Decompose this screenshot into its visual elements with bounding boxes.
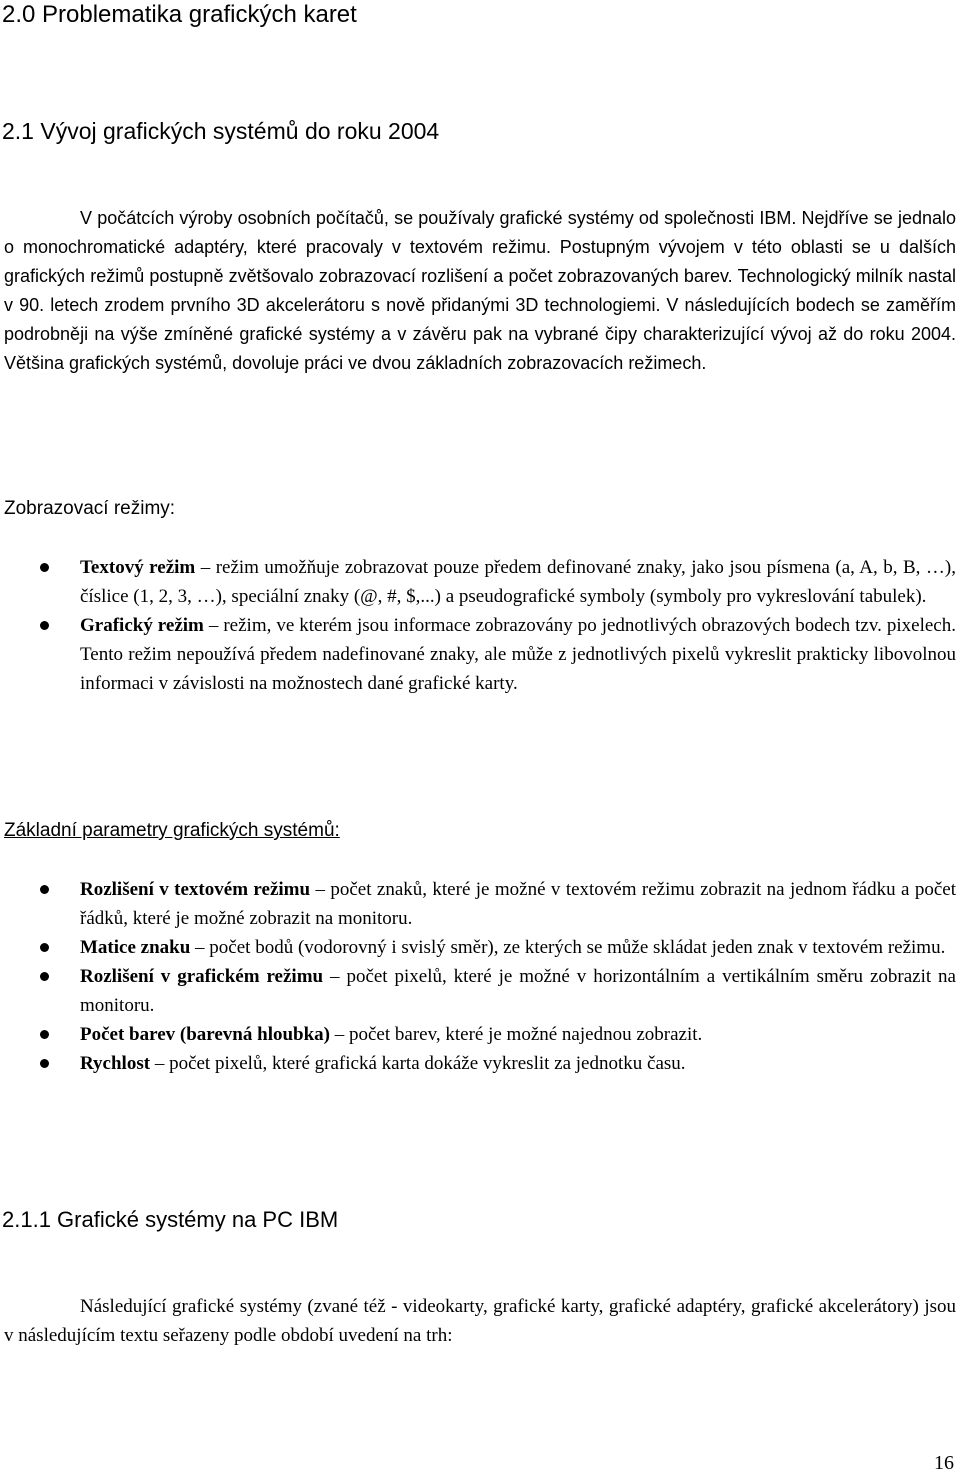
- term-text-mode: Textový režim: [80, 557, 196, 578]
- subsection-heading: 2.1.1 Grafické systémy na PC IBM: [2, 1207, 339, 1232]
- desc-graphic-resolution: – počet pixelů, které je možné v horizontálním a vertikálním směru zobrazit na monitoru.: [80, 966, 956, 1016]
- modes-list: [0, 553, 960, 698]
- list-item-speed: [0, 1049, 960, 1078]
- desc-speed: – počet pixelů, které grafická karta dokáže vykreslit za jednotku času.: [150, 1053, 686, 1074]
- bullet-icon: [40, 563, 49, 572]
- bullet-icon: [40, 1030, 49, 1039]
- term-color-depth: Počet barev (barevná hloubka): [80, 1024, 330, 1045]
- bullet-icon: [40, 621, 49, 630]
- desc-text-mode: – režim umožňuje zobrazovat pouze předem definované znaky, jako jsou písmena (a, A, b, B, …), číslice (1, 2, 3, …), speciální znaky (@, #, $,...) a pseudografické symboly (symboly pro vykreslování tabulek).: [80, 557, 956, 607]
- params-list: [0, 875, 960, 1078]
- list-item-text-mode: [0, 553, 960, 611]
- list-item-graphic-mode: [0, 611, 960, 698]
- subsection-paragraph: [4, 1292, 956, 1350]
- list-item-char-matrix: [0, 933, 960, 962]
- term-graphic-resolution: Rozlišení v grafickém režimu: [80, 966, 324, 987]
- desc-graphic-mode: – režim, ve kterém jsou informace zobrazovány po jednotlivých obrazových bodech tzv. pixelech. Tento režim nepoužívá předem nadefinované znaky, ale může z jednotlivých pixelů vykreslit prakticky libovolnou informaci v závislosti na možnostech dané grafické karty.: [80, 615, 956, 694]
- desc-text-resolution: – počet znaků, které je možné v textovém režimu zobrazit na jednom řádku a počet řádků, které je možné zobrazit na monitoru.: [80, 879, 956, 929]
- desc-char-matrix: – počet bodů (vodorovný i svislý směr), ze kterých se může skládat jeden znak v textovém režimu.: [190, 937, 946, 958]
- list-item-color-depth: [0, 1020, 960, 1049]
- bullet-icon: [40, 1059, 49, 1068]
- term-text-resolution: Rozlišení v textovém režimu: [80, 879, 311, 900]
- term-speed: Rychlost: [80, 1053, 151, 1074]
- page-number: 16: [934, 1452, 954, 1474]
- intro-paragraph: [4, 204, 956, 378]
- bullet-icon: [40, 972, 49, 981]
- chapter-heading: 2.0 Problematika grafických karet: [2, 1, 357, 28]
- term-graphic-mode: Grafický režim: [80, 615, 204, 636]
- bullet-icon: [40, 885, 49, 894]
- intro-line-2: Postupným vývojem v této oblasti se u dalších grafických režimů postupně zvětšovalo zobrazovací rozlišení a počet zobrazovaných barev.: [4, 237, 956, 286]
- bullet-icon: [40, 943, 49, 952]
- modes-title: Zobrazovací režimy:: [4, 498, 176, 519]
- intro-line-5: Většina grafických systémů, dovoluje práci ve dvou základních zobrazovacích režimech.: [4, 353, 707, 373]
- intro-line-4: V následujících bodech se zaměřím podrobněji na výše zmíněné grafické systémy a v závěru pak na vybrané čipy charakterizující vývoj až do roku 2004.: [4, 295, 957, 344]
- term-char-matrix: Matice znaku: [80, 937, 191, 958]
- desc-color-depth: – počet barev, které je možné najednou zobrazit.: [330, 1024, 703, 1045]
- section-heading: 2.1 Vývoj grafických systémů do roku 2004: [2, 118, 440, 144]
- list-item-text-resolution: [0, 875, 960, 933]
- intro-line-3: Technologický milník nastal v 90. letech zrodem prvního 3D akcelerátoru s nově přidanými 3D technologiemi.: [4, 266, 957, 315]
- params-title: Základní parametry grafických systémů:: [4, 820, 340, 841]
- intro-line-1: V počátcích výroby osobních počítačů, se používaly grafické systémy od společnosti IBM. Nejdříve se jednalo o monochromatické adaptéry, které pracovaly v textovém režimu.: [4, 208, 956, 257]
- subsection-text: Následující grafické systémy (zvané též - videokarty, grafické karty, grafické adaptéry, grafické akcelerátory) jsou v následujícím textu seřazeny podle období uvedení na trh:: [4, 1296, 956, 1346]
- list-item-graphic-resolution: [0, 962, 960, 1020]
